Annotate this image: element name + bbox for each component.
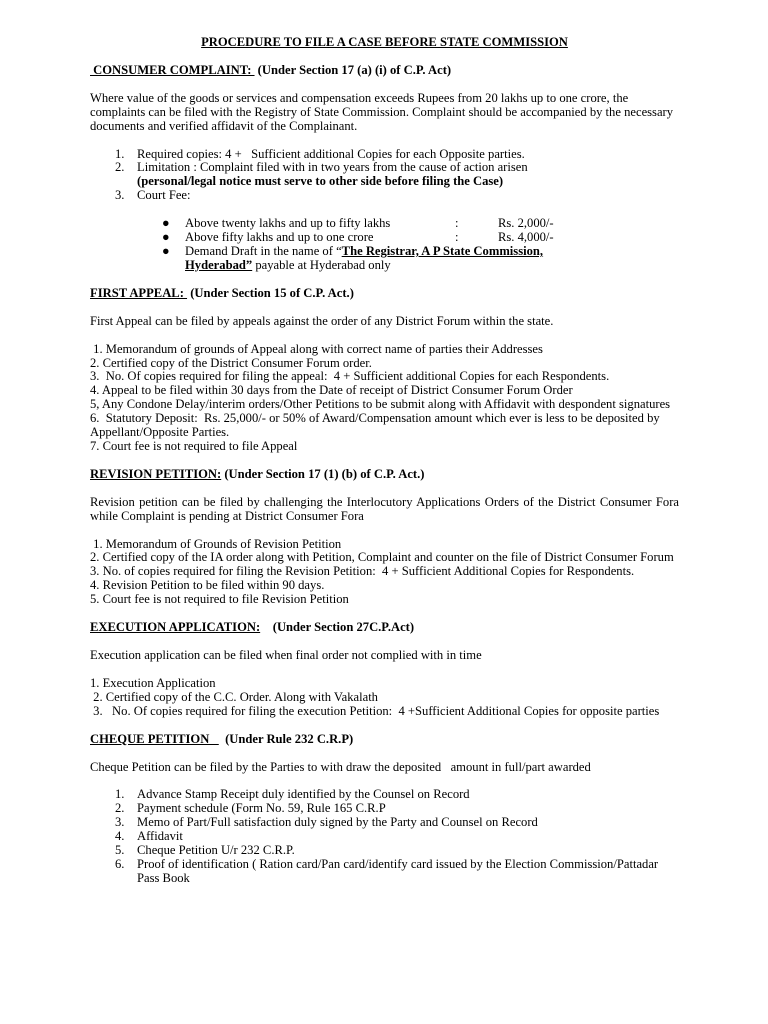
item-text: Required copies: 4 + Sufficient additional Copies for each Opposite parties. <box>137 146 525 161</box>
item-number: 1. <box>115 787 125 802</box>
item-bold-note: (personal/legal notice must serve to other side before filing the Case) <box>137 174 504 189</box>
list-item <box>90 189 679 203</box>
item-text: Payment schedule (Form No. 59, Rule 165 C.R.P <box>137 801 386 816</box>
dd-suffix: payable at Hyderabad only <box>252 257 391 272</box>
fee-item <box>90 231 679 245</box>
fee-amount: Rs. 2,000/- <box>498 216 554 231</box>
requirement-line: 4. Appeal to be filed within 30 days from the Date of receipt of District Consumer Forum Order <box>90 383 573 398</box>
consumer-complaint-list <box>90 148 679 204</box>
revision-petition-intro: Revision petition can be filed by challenging the Interlocutory Applications Orders of the District Consumer Fora while Complaint is pending at District Consumer Fora <box>90 494 679 523</box>
item-number: 1. <box>115 146 125 161</box>
item-text: Limitation : Complaint filed with in two years from the cause of action arisen <box>137 160 528 175</box>
cheque-petition-intro: Cheque Petition can be filed by the Parties to with draw the deposited amount in full/part awarded <box>90 759 591 774</box>
requirement-line: 4. Revision Petition to be filed within 90 days. <box>90 578 325 593</box>
revision-petition-title: REVISION PETITION: <box>90 466 222 481</box>
court-fee-list <box>90 217 679 273</box>
fee-label: Above fifty lakhs and up to one crore <box>185 230 374 245</box>
document-title: PROCEDURE TO FILE A CASE BEFORE STATE COMMISSION <box>201 35 568 49</box>
requirement-line: 3. No. Of copies required for filing the appeal: 4 + Sufficient additional Copies for each Respondents. <box>90 369 610 384</box>
item-text: Court Fee: <box>137 188 191 203</box>
requirement-line: 5, Any Condone Delay/interim orders/Other Petitions to be submit along with Affidavit with despondent signatures <box>90 397 671 412</box>
item-text: Memo of Part/Full satisfaction duly signed by the Party and Counsel on Record <box>137 815 538 830</box>
consumer-complaint-heading <box>90 64 679 78</box>
item-number: 4. <box>115 829 125 844</box>
item-text: Cheque Petition U/r 232 C.R.P. <box>137 843 295 858</box>
first-appeal-section: (Under Section 15 of C.P. Act.) <box>187 285 354 300</box>
fee-amount: Rs. 4,000/- <box>498 230 554 245</box>
item-text: Proof of identification ( Ration card/Pan card/identify card issued by the Election Commission/Pattadar Pass Book <box>137 856 659 885</box>
cheque-petition-title: CHEQUE PETITION <box>90 731 219 746</box>
first-appeal-heading <box>90 287 679 301</box>
list-item <box>90 788 679 802</box>
item-number: 5. <box>115 843 125 858</box>
consumer-complaint-intro: Where value of the goods or services and compensation exceeds Rupees from 20 lakhs up to one crore, the complaints can be filed with the Registry of State Commission. Complaint should be accompanied by the necessary documents and verified affidavit of the Complainant. <box>90 90 674 133</box>
list-item <box>90 858 679 886</box>
consumer-complaint-section: (Under Section 17 (a) (i) of C.P. Act) <box>254 62 452 77</box>
revision-petition-requirements <box>90 538 679 608</box>
first-appeal-intro: First Appeal can be filed by appeals against the order of any District Forum within the state. <box>90 313 554 328</box>
item-number: 6. <box>115 856 125 871</box>
consumer-complaint-title: CONSUMER COMPLAINT: <box>90 62 255 77</box>
revision-petition-section: (Under Section 17 (1) (b) of C.P. Act.) <box>221 466 425 481</box>
item-text: Advance Stamp Receipt duly identified by the Counsel on Record <box>137 787 470 802</box>
bullet-icon: ● <box>162 230 170 245</box>
execution-application-intro: Execution application can be filed when final order not complied with in time <box>90 648 482 662</box>
execution-application-title: EXECUTION APPLICATION: <box>90 620 261 635</box>
bullet-icon: ● <box>162 243 170 258</box>
fee-separator: : <box>455 216 459 231</box>
item-text: Affidavit <box>137 829 183 844</box>
requirement-line: 7. Court fee is not required to file Appeal <box>90 438 298 453</box>
cheque-petition-heading <box>90 733 679 747</box>
fee-item <box>90 217 679 231</box>
requirement-line: 1. Memorandum of Grounds of Revision Petition <box>90 536 342 551</box>
fee-separator: : <box>455 230 459 245</box>
requirement-line: 3. No. Of copies required for filing the execution Petition: 4 +Sufficient Additional Copies for opposite parties <box>90 703 660 718</box>
list-item <box>90 830 679 844</box>
dd-payee-line1: The Registrar, A P State Commission, <box>341 243 544 258</box>
item-number: 3. <box>115 188 125 203</box>
list-item <box>90 802 679 816</box>
requirement-line: 1. Execution Application <box>90 675 216 690</box>
list-item <box>90 844 679 858</box>
first-appeal-title: FIRST APPEAL: <box>90 285 188 300</box>
dd-payee-line2: Hyderabad” <box>185 257 253 272</box>
demand-draft-item <box>90 245 679 273</box>
document-page <box>90 36 679 900</box>
revision-petition-heading <box>90 468 679 482</box>
execution-application-heading <box>90 621 679 635</box>
requirement-line: 2. Certified copy of the C.C. Order. Along with Vakalath <box>90 689 378 704</box>
requirement-line: 2. Certified copy of the IA order along with Petition, Complaint and counter on the file of District Consumer Forum <box>90 550 674 565</box>
fee-label: Above twenty lakhs and up to fifty lakhs <box>185 216 391 231</box>
first-appeal-requirements <box>90 343 679 454</box>
requirement-line: 2. Certified copy of the District Consumer Forum order. <box>90 355 372 370</box>
dd-prefix: Demand Draft in the name of “ <box>185 243 342 258</box>
requirement-line: 5. Court fee is not required to file Revision Petition <box>90 592 349 607</box>
item-number: 2. <box>115 160 125 175</box>
list-item <box>90 161 679 189</box>
cheque-petition-section: (Under Rule 232 C.R.P) <box>218 731 354 746</box>
execution-application-section: (Under Section 27C.P.Act) <box>260 620 415 635</box>
requirement-line: 6. Statutory Deposit: Rs. 25,000/- or 50% of Award/Compensation amount which ever is less to be deposited by Appellant/Opposite Parties. <box>90 411 663 440</box>
execution-application-requirements <box>90 677 679 719</box>
cheque-petition-list <box>90 788 679 885</box>
bullet-icon: ● <box>162 216 170 231</box>
item-number: 2. <box>115 801 125 816</box>
list-item <box>90 816 679 830</box>
requirement-line: 3. No. of copies required for filing the Revision Petition: 4 + Sufficient Additional Copies for Respondents. <box>90 564 635 579</box>
item-number: 3. <box>115 815 125 830</box>
list-item <box>90 148 679 162</box>
requirement-line: 1. Memorandum of grounds of Appeal along with correct name of parties their Addresses <box>90 341 543 356</box>
